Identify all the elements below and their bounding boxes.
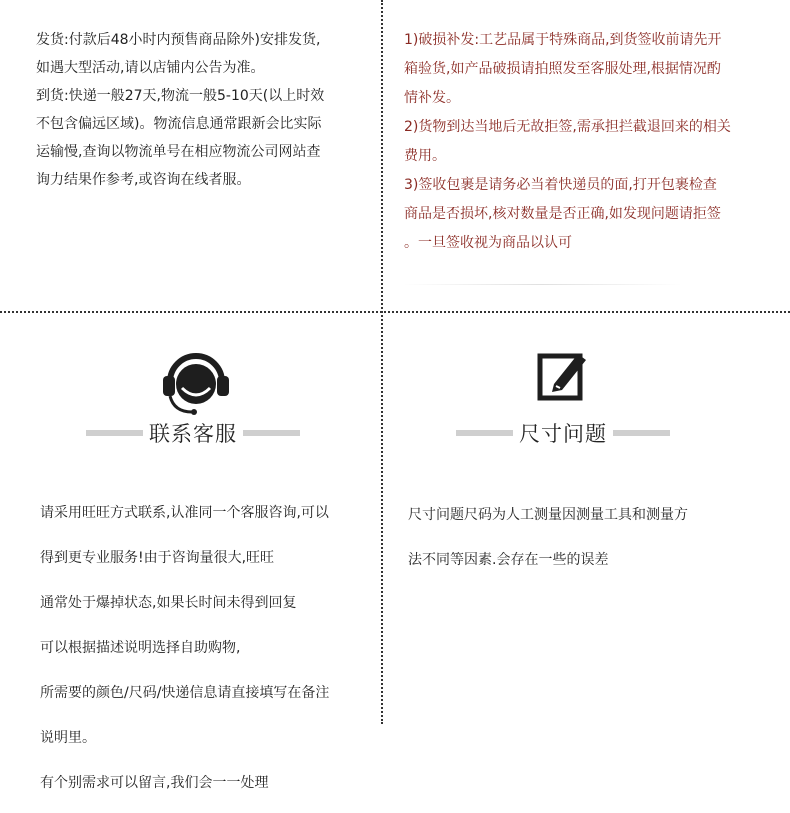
notice-line: 商品是否损坏,核对数量是否正确,如发现问题请拒签	[404, 206, 721, 222]
shipping-line: 如遇大型活动,请以店铺内公告为准。	[36, 60, 265, 76]
size-issue-text	[408, 486, 768, 590]
notice-line: 费用。	[404, 148, 446, 164]
heading-bar-left	[86, 430, 143, 436]
notice-line: 箱验货,如产品破损请拍照发至客服处理,根据情况酌	[404, 61, 721, 77]
shipping-line: 到货:快递一般27天,物流一般5-10天(以上时效	[36, 88, 325, 104]
shipping-info-text	[36, 26, 366, 194]
notice-line: 情补发。	[404, 90, 460, 106]
size-line: 尺寸问题尺码为人工测量因测量工具和测量方	[408, 507, 688, 523]
vertical-divider	[381, 0, 383, 724]
service-line: 所需要的颜色/尺码/快递信息请直接填写在备注	[40, 685, 330, 701]
shipping-info-panel	[0, 0, 380, 310]
heading-bar-right	[243, 430, 300, 436]
contact-service-title: 联系客服	[149, 422, 237, 446]
faint-separator	[402, 284, 682, 285]
size-issue-title: 尺寸问题	[519, 422, 607, 446]
customer-service-icon	[158, 342, 234, 418]
delivery-notice-panel	[384, 0, 790, 310]
size-issue-panel	[384, 314, 790, 724]
service-line: 说明里。	[40, 730, 96, 746]
edit-note-icon	[534, 346, 594, 406]
heading-bar-left	[456, 430, 513, 436]
notice-line: 。一旦签收视为商品以认可	[404, 235, 572, 251]
shipping-line: 询力结果作参考,或咨询在线者服。	[36, 172, 251, 188]
contact-service-heading	[86, 418, 300, 448]
shipping-line: 发货:付款后48小时内预售商品除外)安排发货,	[36, 32, 321, 48]
delivery-notice-text	[404, 26, 772, 258]
service-line: 有个别需求可以留言,我们会一一处理	[40, 775, 269, 791]
contact-service-panel	[0, 314, 380, 791]
notice-line: 3)签收包裹是请务必当着快递员的面,打开包裹检查	[404, 177, 717, 193]
size-line: 法不同等因素.会存在一些的误差	[408, 552, 609, 568]
shipping-line: 不包含偏远区域)。物流信息通常跟新会比实际	[36, 116, 322, 132]
service-line: 请采用旺旺方式联系,认准同一个客服咨询,可以	[40, 505, 329, 521]
heading-bar-right	[613, 430, 670, 436]
shipping-line: 运输慢,查询以物流单号在相应物流公司网站查	[36, 144, 321, 160]
horizontal-divider	[0, 311, 790, 313]
service-line: 得到更专业服务!由于咨询量很大,旺旺	[40, 550, 275, 566]
contact-service-text	[40, 484, 370, 813]
service-line: 通常处于爆掉状态,如果长时间未得到回复	[40, 595, 297, 611]
size-issue-heading	[456, 418, 670, 448]
service-line: 可以根据描述说明选择自助购物,	[40, 640, 241, 656]
notice-line: 1)破损补发:工艺品属于特殊商品,到货签收前请先开	[404, 32, 722, 48]
notice-line: 2)货物到达当地后无故拒签,需承担拦截退回来的相关	[404, 119, 731, 135]
